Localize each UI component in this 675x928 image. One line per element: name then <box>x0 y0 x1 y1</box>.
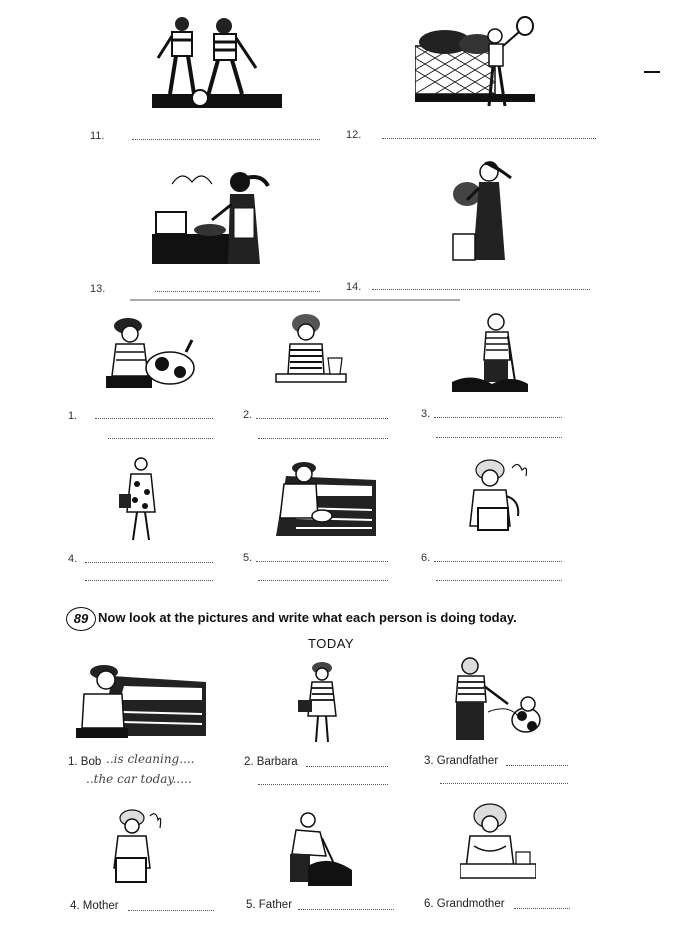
answer-3-line-1[interactable] <box>506 765 568 766</box>
answer-4-label: 4. Mother <box>70 900 119 912</box>
mid-item-6-answer-line-1[interactable] <box>434 561 562 562</box>
answer-2-line-1[interactable] <box>306 766 388 767</box>
illustration-woman-pot <box>460 456 534 544</box>
mid-item-6-number: 6. <box>421 552 431 564</box>
illustration-girl-washing <box>270 312 352 398</box>
illustration-bob-car <box>72 662 208 742</box>
mid-item-1-answer-line-2[interactable] <box>108 438 213 439</box>
mid-item-1-number: 1. <box>68 410 78 422</box>
mid-item-5-answer-line-1[interactable] <box>256 561 388 562</box>
illustration-boy-dog <box>92 312 197 396</box>
illustration-woman-tennis <box>415 16 540 111</box>
answer-6-label: 6. Grandmother <box>424 898 505 910</box>
margin-mark <box>644 71 660 73</box>
illustration-man-car <box>256 456 382 542</box>
illustration-woman-cooking <box>152 164 270 268</box>
today-heading: TODAY <box>308 636 355 651</box>
answer-3-label: 3. Grandfather <box>424 755 499 767</box>
item-12-answer-line[interactable] <box>382 138 596 139</box>
item-11-answer-line[interactable] <box>132 139 320 140</box>
item-11-number: 11. <box>90 130 105 142</box>
item-13-number: 13. <box>90 283 106 295</box>
item-13-answer-line[interactable] <box>155 291 320 292</box>
mid-item-5-answer-line-2[interactable] <box>258 580 388 581</box>
item-12-number: 12. <box>346 129 362 141</box>
mid-item-6-answer-line-2[interactable] <box>436 580 562 581</box>
answer-1-line-1[interactable]: ..is cleaning.... <box>106 752 195 766</box>
illustration-woman-bag <box>115 456 165 544</box>
answer-2-line-2[interactable] <box>258 784 388 785</box>
answer-5-line-1[interactable] <box>298 909 394 910</box>
mid-item-3-number: 3. <box>421 408 431 420</box>
illustration-grandfather-dog <box>448 656 544 744</box>
mid-item-3-answer-line-1[interactable] <box>434 417 562 418</box>
illustration-man-gardening <box>452 312 528 398</box>
item-14-number: 14. <box>346 281 362 293</box>
answer-1-line-2[interactable]: ..the car today..... <box>86 772 192 786</box>
illustration-father-gardening <box>278 810 352 890</box>
item-14-answer-line[interactable] <box>372 289 590 290</box>
mid-item-2-answer-line-2[interactable] <box>258 438 388 439</box>
mid-item-1-answer-line-1[interactable] <box>95 418 213 419</box>
page-join-line <box>130 299 460 301</box>
illustration-woman-shopping <box>445 160 517 270</box>
answer-5-label: 5. Father <box>246 899 293 911</box>
illustration-barbara <box>296 660 346 744</box>
mid-item-2-answer-line-1[interactable] <box>256 418 388 419</box>
mid-item-4-number: 4. <box>68 553 78 565</box>
answer-6-line-1[interactable] <box>514 908 570 909</box>
mid-item-3-answer-line-2[interactable] <box>436 437 562 438</box>
answer-4-line-1[interactable] <box>128 910 214 911</box>
answer-1-label: 1. Bob <box>68 756 102 768</box>
mid-item-2-number: 2. <box>243 409 253 421</box>
mid-item-4-answer-line-1[interactable] <box>85 562 213 563</box>
exercise-number-badge: 89 <box>66 607 96 631</box>
answer-3-line-2[interactable] <box>440 783 568 784</box>
answer-2-label: 2. Barbara <box>244 756 298 768</box>
illustration-grandmother-cooking <box>460 802 536 892</box>
illustration-boys-football <box>152 14 282 112</box>
mid-item-5-number: 5. <box>243 552 253 564</box>
exercise-instruction: Now look at the pictures and write what each person is doing today. <box>98 610 517 625</box>
illustration-mother-cooking <box>110 808 162 894</box>
mid-item-4-answer-line-2[interactable] <box>85 580 213 581</box>
